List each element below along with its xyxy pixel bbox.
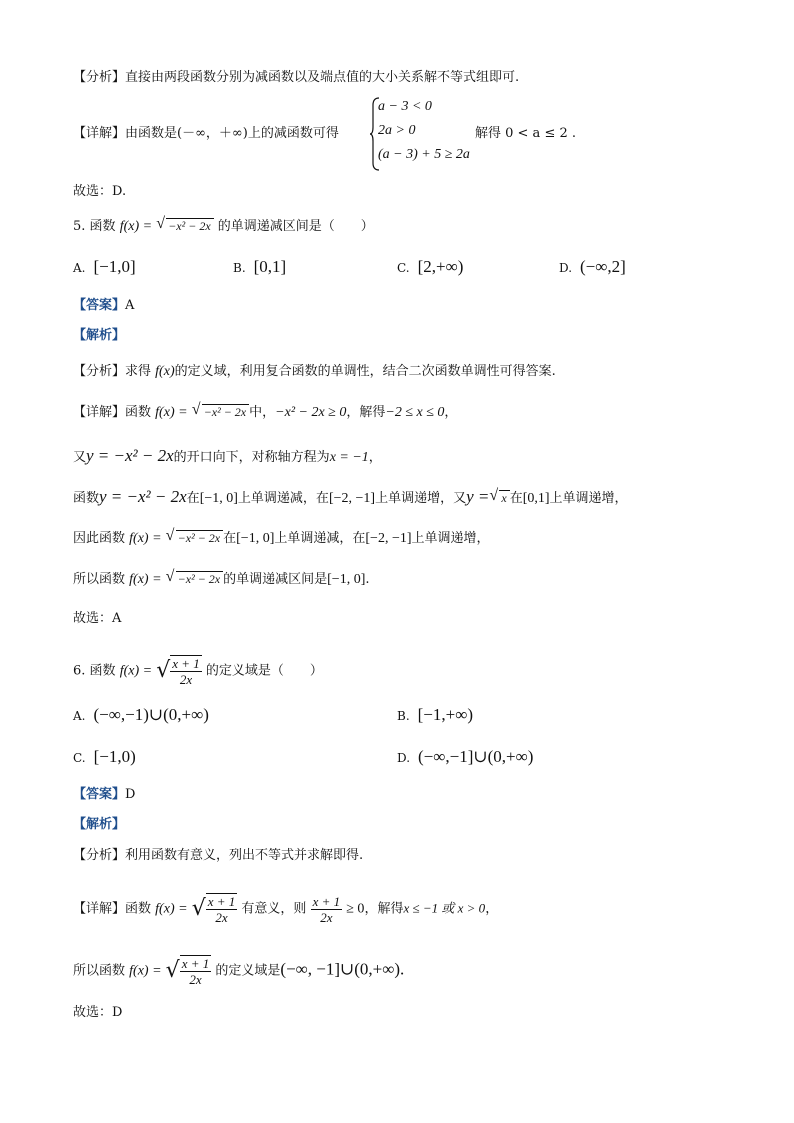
text: 上单调递减，在: [274, 531, 366, 546]
fraction-numerator: x + 1: [207, 894, 236, 909]
fraction-denominator: 2x: [215, 910, 228, 925]
q5-option-c[interactable]: [397, 258, 463, 278]
q6-option-d[interactable]: [397, 748, 533, 768]
q5-analysis-line: [73, 363, 556, 381]
q4-detail-line: [73, 125, 339, 143]
option-value: [0,1]: [253, 257, 287, 276]
option-label: D.: [559, 261, 573, 275]
text: 在: [186, 491, 200, 506]
stem-suffix: 的单调递减区间是（ ）: [217, 219, 374, 234]
text: 上单调递增，: [549, 491, 628, 506]
text: 中，: [249, 405, 276, 420]
inequality: ≥ 0: [346, 901, 365, 917]
q6-option-b[interactable]: [397, 706, 473, 726]
text: 所以函数: [73, 572, 126, 587]
option-label: B.: [233, 261, 246, 275]
jiexi-tag: 【解析】: [73, 817, 126, 832]
domain-answer: (−∞, −1]∪(0,+∞).: [280, 959, 405, 979]
solution: −2 ≤ x ≤ 0: [385, 405, 445, 420]
system-row-2: 2a > 0: [378, 123, 416, 138]
radicand: √ −x² − 2x: [176, 571, 223, 587]
answer-value: A: [125, 298, 135, 313]
detail-tag: 【详解】: [73, 405, 126, 420]
function-fx: f(x) =: [155, 901, 188, 917]
sqrt-icon: √: [156, 658, 171, 683]
q6-jiexi-tag: [73, 816, 125, 834]
analysis-text: 利用函数有意义，列出不等式并求解即得.: [125, 848, 364, 863]
option-value: (−∞,−1]∪(0,+∞): [418, 747, 534, 766]
text: 在: [509, 491, 523, 506]
text: ，: [444, 405, 458, 420]
radicand: √ −x² − 2x: [202, 404, 249, 420]
option-value: [2,+∞): [417, 257, 464, 276]
answer-tag: 【答案】: [73, 787, 126, 802]
text: ，: [368, 450, 382, 465]
option-label: C.: [73, 751, 86, 765]
text: 函数: [125, 405, 152, 420]
option-value: (−∞,−1)∪(0,+∞): [93, 705, 209, 724]
analysis-tag: 【分析】: [73, 70, 126, 85]
q4-solve: 解得 0 < a ≤ 2 .: [475, 126, 577, 141]
option-value: (−∞,2]: [580, 257, 626, 276]
y-eq: y =: [466, 487, 490, 506]
function-fx: f(x) =: [119, 663, 153, 679]
q6-detail-1: [73, 893, 498, 925]
q5-option-b[interactable]: [233, 258, 286, 278]
parabola-eq: y = −x² − 2x: [99, 487, 187, 506]
q4-analysis-line: [73, 69, 519, 87]
fraction: [206, 893, 238, 925]
text: 所以函数: [73, 963, 126, 979]
interval: [0,1]: [522, 491, 550, 506]
stem-suffix: 的定义域是（ ）: [205, 663, 323, 679]
text: 函数: [125, 901, 152, 917]
function-fx: f(x) =: [155, 405, 188, 420]
text: 在: [223, 531, 237, 546]
analysis-tag: 【分析】: [73, 364, 126, 379]
interval: [−2, −1]: [365, 531, 412, 546]
stem-function: f(x) =: [119, 219, 153, 234]
detail-text: 由函数是(－∞，＋∞)上的减函数可得: [125, 126, 339, 141]
text: ，解得: [364, 901, 404, 917]
interval: [−2, −1]: [328, 491, 376, 506]
stem-prefix: 6. 函数: [73, 663, 116, 679]
analysis-text: 直接由两段函数分别为减函数以及端点值的大小关系解不等式组即可.: [125, 70, 520, 85]
text: 函数: [73, 491, 100, 506]
detail-tag: 【详解】: [73, 126, 126, 141]
answer-tag: 【答案】: [73, 298, 126, 313]
option-label: D.: [397, 751, 411, 765]
interval: [−1, 0]: [327, 572, 366, 587]
answer-value: D: [125, 787, 136, 802]
interval: [−1, 0]: [199, 491, 238, 506]
q5-detail-1: [73, 404, 457, 422]
q5-option-a[interactable]: [73, 258, 136, 278]
option-value: [−1,+∞): [417, 705, 474, 724]
fraction: [311, 894, 343, 925]
analysis-post: 的定义域，利用复合函数的单调性，结合二次函数单调性可得答案.: [174, 364, 556, 379]
option-label: B.: [397, 709, 410, 723]
function-fx: f(x) =: [129, 963, 162, 979]
fraction-denominator: 2x: [320, 909, 333, 925]
function-fx: f(x) =: [129, 531, 162, 546]
q6-answer-line: [73, 786, 135, 804]
axis-eq: x = −1: [329, 450, 369, 465]
q5-stem: [73, 218, 374, 236]
option-value: [−1,0): [93, 747, 136, 766]
fraction-denominator: 2x: [189, 972, 202, 987]
q6-stem: [73, 655, 323, 687]
q5-detail-3: [73, 488, 628, 508]
text: ，解得: [346, 405, 386, 420]
system-row-1: a − 3 < 0: [378, 99, 432, 114]
q4-choose: 故选：D.: [73, 184, 127, 199]
q5-choose: 故选：A: [73, 611, 122, 626]
option-label: C.: [397, 261, 410, 275]
sqrt-icon: √: [165, 958, 180, 983]
radicand: √ −x² − 2x: [166, 218, 213, 234]
text: ，: [485, 901, 499, 917]
text: 上单调递增，: [411, 531, 490, 546]
radicand: √ x: [499, 490, 509, 506]
option-value: [−1,0]: [93, 257, 136, 276]
q5-detail-5: [73, 571, 370, 589]
function-fx: f(x) =: [129, 572, 162, 587]
fraction-numerator: x + 1: [312, 893, 341, 909]
q6-analysis-line: [73, 847, 363, 865]
jiexi-tag: 【解析】: [73, 328, 126, 343]
radicand: √ −x² − 2x: [176, 530, 223, 546]
q6-option-a[interactable]: [73, 706, 209, 726]
text: 有意义，则: [241, 901, 307, 917]
function-fx: f(x): [155, 364, 175, 379]
q5-detail-4: [73, 530, 490, 548]
q6-option-c[interactable]: [73, 748, 136, 768]
stem-prefix: 5. 函数: [73, 219, 116, 234]
fraction-numerator: x + 1: [172, 656, 200, 671]
analysis-tag: 【分析】: [73, 848, 126, 863]
fraction-numerator: x + 1: [181, 956, 210, 971]
q5-jiexi-tag: [73, 327, 125, 345]
q6-detail-2: [73, 955, 404, 987]
q5-answer-line: [73, 297, 134, 315]
fraction: [180, 955, 212, 987]
solution: x ≤ −1 或 x > 0: [403, 900, 486, 916]
text: 的单调递减区间是: [223, 572, 328, 587]
inequality: −x² − 2x ≥ 0: [275, 405, 347, 420]
text: 因此函数: [73, 531, 126, 546]
text: 的定义域是: [215, 963, 281, 979]
option-label: A.: [73, 709, 86, 723]
parabola-eq: y = −x² − 2x: [86, 446, 174, 465]
text: .: [365, 572, 370, 587]
text: 上单调递减，在: [237, 491, 329, 506]
text: 上单调递增，又: [375, 491, 467, 506]
q5-option-d[interactable]: [559, 258, 626, 278]
detail-tag: 【详解】: [73, 901, 126, 917]
text: 的开口向下，对称轴方程为: [173, 450, 330, 465]
fraction: [170, 655, 202, 687]
q6-choose: 故选：D: [73, 1005, 123, 1020]
system-row-3: (a − 3) + 5 ≥ 2a: [378, 147, 470, 162]
interval: [−1, 0]: [236, 531, 275, 546]
analysis-pre: 求得: [125, 364, 152, 379]
text: 又: [73, 450, 87, 465]
q5-detail-2: [73, 447, 382, 467]
fraction-denominator: 2x: [179, 672, 193, 687]
option-label: A.: [73, 261, 86, 275]
sqrt-icon: √: [191, 896, 206, 921]
